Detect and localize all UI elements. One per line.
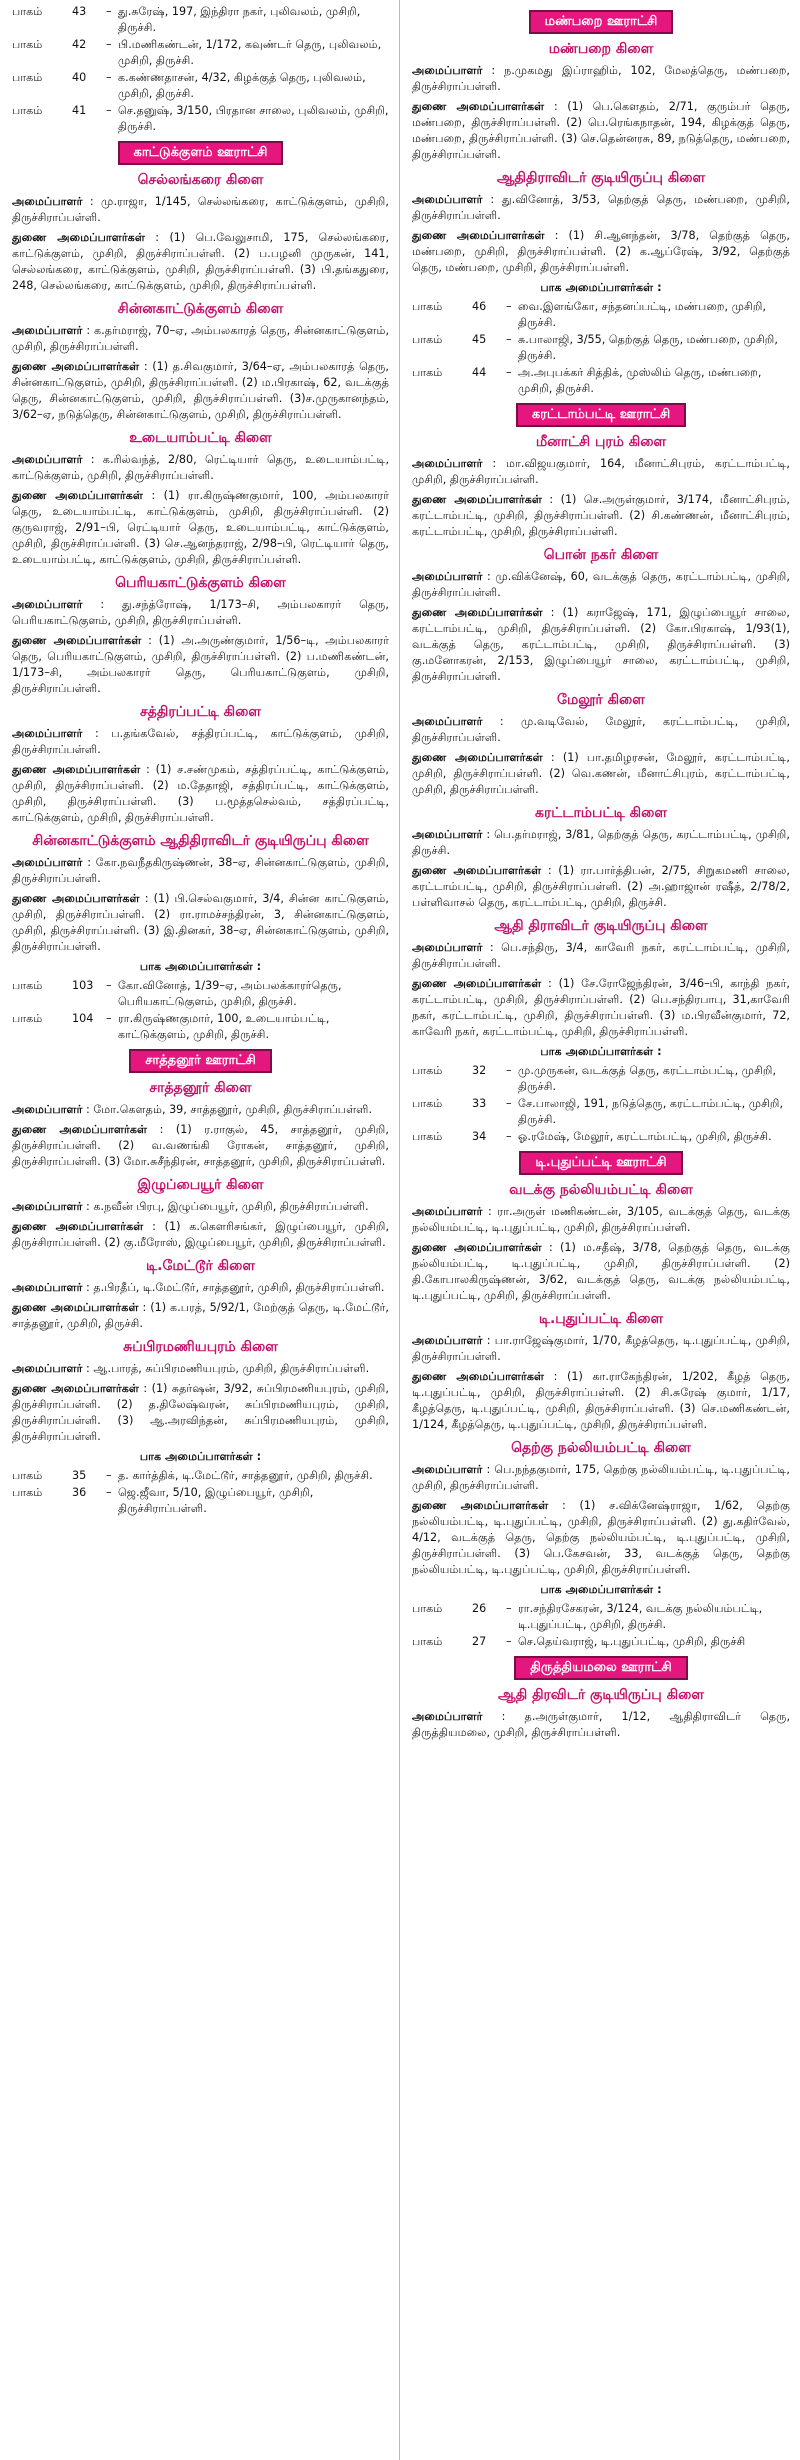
bagam-row: பாகம் 43 – து.சுரேஷ், 197, இந்திரா நகர், புலிவலம், முசிறி, திருச்சி. <box>12 5 361 34</box>
organizer-entry: அமைப்பாளர் : து.சந்த்ரோஷ், 1/173–சி, அம்பலகாரர் தெரு, பெரியகாட்டுகுளம், முசிறி, திருச்சிராப்பள்ளி. <box>12 598 389 627</box>
organizer-entry: அமைப்பாளர் : ந.முகமது இப்ராஹிம், 102, மேலத்தெரு, மண்பறை, திருச்சிராப்பள்ளி. <box>412 64 790 93</box>
organizer-entry: அமைப்பாளர் : ப.தங்கவேல், சத்திரப்பட்டி, காட்டுக்குளம், முசிறி, திருச்சிராப்பள்ளி. <box>12 727 389 756</box>
deputy-entry: துணை அமைப்பாளர்கள் : (1) ச.சண்முகம், சத்திரப்பட்டி, காட்டுக்குளம், முசிறி, திருச்சிராப்பள்ளி. (2) ம.தேதாஜி, சத்திரப்பட்டி, காட்டுக்குளம், முசிறி, திருச்சிராப்பள்ளி. (3) ப.மூத்தசெல்வம், சத்திரப்பட்டி, காட்டுக்குளம், முசிறி, திருச்சிராப்பள்ளி. <box>12 763 389 824</box>
deputy-entry: துணை அமைப்பாளர்கள் : (1) க.கௌரிசங்கர், இழுப்பையூர், முசிறி, திருச்சிராப்பள்ளி. (2) கு.மீரோஸ், இழுப்பையூர், முசிறி, திருச்சிராப்பள்ளி. <box>12 1220 389 1249</box>
bagam-row: பாகம் 27 – செ.தெய்வராஜ், டி.புதுப்பட்டி, முசிறி, திருச்சி <box>412 1635 746 1648</box>
bagam-row: பாகம் 41 – செ.தனுஷ், 3/150, பிரதான சாலை, புலிவலம், முசிறி, திருச்சி. <box>12 104 389 133</box>
bagam-row: பாகம் 42 – பி.மணிகண்டன், 1/172, கவுண்டர் தெரு, புலிவலம், முசிறி, திருச்சி. <box>12 38 382 67</box>
branch-title: செல்லங்கரை கிளை <box>137 172 264 188</box>
organizer-entry: அமைப்பாளர் : ஆ.பாரத், சுப்பிரமணியபுரம், முசிறி, திருச்சிராப்பள்ளி. <box>12 1362 370 1375</box>
panchayat-header: சாத்தனூர் ஊராட்சி <box>129 1049 272 1073</box>
bagam-subheading: பாக அமைப்பாளர்கள் : <box>540 1583 662 1596</box>
organizer-entry: அமைப்பாளர் : மு.வடிவேல், மேலூர், கரட்டாம்பட்டி, முசிறி, திருச்சிராப்பள்ளி. <box>412 715 791 744</box>
deputy-entry: துணை அமைப்பாளர்கள் : (1) பி.செல்வகுமார், 3/4, சின்ன காட்டுகுளம், முசிறி, திருச்சிராப்பள்ளி. (2) ரா.ராமச்சந்திரன், 3, சின்னகாட்டுகுளம், முசிறி, திருச்சிராப்பள்ளி. (3) இ.தினகர், 38–ஏ, சின்னகாட்டுகுளம், முசிறி, திருச்சிராப்பள்ளி. <box>12 892 389 953</box>
right-column <box>400 0 800 2460</box>
deputy-entry: துணை அமைப்பாளர்கள் : (1) அ.அருண்குமார், 1/56–டி, அம்பலகாரர் தெரு, பெரியகாட்டுகுளம், முசிறி, திருச்சிராப்பள்ளி. (2) ப.மணிகண்டன், 1/173–சி, அம்பலகாரர் தெரு, பெரியகாட்டுகுளம், முசிறி, திருச்சிராப்பள்ளி. <box>12 634 389 695</box>
bagam-row: பாகம் 33 – சே.பாலாஜி, 191, நடுத்தெரு, கரட்டாம்பட்டி, முசிறி, திருச்சி. <box>412 1097 784 1126</box>
bagam-row: பாகம் 35 – த. கார்த்திக், டி.மேட்டூர், சாத்தனூர், முசிறி, திருச்சி. <box>12 1469 373 1482</box>
branch-title: இழுப்பையூர் கிளை <box>137 1177 264 1193</box>
branch-title: சுப்பிரமணியபுரம் கிளை <box>123 1339 278 1355</box>
organizer-entry: அமைப்பாளர் : மு.ராஜா, 1/145, செல்லங்கரை, காட்டுக்குளம், முசிறி, திருச்சிராப்பள்ளி. <box>12 195 389 224</box>
organizer-entry: அமைப்பாளர் : பெ.தர்மராஜ், 3/81, தெற்குத் தெரு, கரட்டாம்பட்டி, முசிறி, திருச்சி. <box>412 828 790 857</box>
deputy-entry: துணை அமைப்பாளர்கள் : (1) ர.ராகுல், 45, சாத்தனூர், முசிறி, திருச்சிராப்பள்ளி. (2) வ.வணங்கி ரோகன், சாத்தனூர், முசிறி, திருச்சிராப்பள்ளி. (3) மோ.சுசீந்திரன், சாத்தனூர், முசிறி, திருச்சிராப்பள்ளி. <box>12 1123 389 1168</box>
bagam-row: பாகம் 32 – மு.முருகன், வடக்குத் தெரு, கரட்டாம்பட்டி, முசிறி, திருச்சி. <box>412 1064 777 1093</box>
branch-title: தெற்கு நல்லியம்பட்டி கிளை <box>511 1440 691 1456</box>
bagam-row: பாகம் 40 – க.கண்ணதாசன், 4/32, கிழக்குத் தெரு, புலிவலம், முசிறி, திருச்சி. <box>12 71 366 100</box>
bagam-subheading: பாக அமைப்பாளர்கள் : <box>139 960 262 973</box>
panchayat-header: மண்பறை ஊராட்சி <box>529 10 674 34</box>
branch-title: ஆதி திராவிடர் குடியிருப்பு கிளை <box>494 918 708 934</box>
panchayat-header: கரட்டாம்பட்டி ஊராட்சி <box>516 403 686 427</box>
organizer-entry: அமைப்பாளர் : பெ.நந்தகுமார், 175, தெற்கு நல்லியம்பட்டி, டி.புதுப்பட்டி, முசிறி, திருச்சிராப்பள்ளி. <box>412 1463 790 1492</box>
branch-title: டி.புதுப்பட்டி கிளை <box>538 1311 664 1327</box>
deputy-entry: துணை அமைப்பாளர்கள் : (1) க.பரத், 5/92/1, மேற்குத் தெரு, டி.மேட்டூர், சாத்தனூர், முசிறி, திருச்சி. <box>12 1301 389 1330</box>
branch-title: மீனாட்சி புரம் கிளை <box>535 434 667 450</box>
branch-title: சின்னகாட்டுக்குளம் ஆதிதிராவிடர் குடியிருப்பு கிளை <box>32 833 369 849</box>
deputy-entry: துணை அமைப்பாளர்கள் : (1) பெ.கௌதம், 2/71, குரும்பர் தெரு, மண்பறை, திருச்சிராப்பள்ளி. (2) பெ.ரெங்கநாதன், 194, கிழக்குத் தெரு, மண்பறை, திருச்சிராப்பள்ளி. (3) செ.தென்னரசு, 89, நடுத்தெரு, மண்பறை, திருச்சிராப்பள்ளி. <box>412 100 790 161</box>
bagam-row: பாகம் 46 – வை.இளங்கோ, சந்தனப்பட்டி, மண்பறை, முசிறி, திருச்சி. <box>412 300 767 329</box>
deputy-entry: துணை அமைப்பாளர்கள் : (1) பா.தமிழரசன், மேலூர், கரட்டாம்பட்டி, முசிறி, திருச்சிராப்பள்ளி. (2) வெ.கணன், மீனாட்சிபுரம், கரட்டாம்பட்டி, முசிறி, திருச்சிராப்பள்ளி. <box>412 751 790 796</box>
panchayat-header: காட்டுக்குளம் ஊராட்சி <box>118 141 284 165</box>
organizer-entry: அமைப்பாளர் : க.ரில்வந்த், 2/80, ரெட்டியார் தெரு, உடையாம்பட்டி, காட்டுக்குளம், முசிறி, திருச்சிராப்பள்ளி. <box>12 453 389 482</box>
branch-title: ஆதி திரவிடர் குடியிருப்பு கிளை <box>498 1687 704 1703</box>
organizer-entry: அமைப்பாளர் : மோ.கௌதம், 39, சாத்தனூர், முசிறி, திருச்சிராப்பள்ளி. <box>12 1103 373 1116</box>
deputy-entry: துணை அமைப்பாளர்கள் : (1) கராஜேஷ், 171, இழுப்பையூர் சாலை, கரட்டாம்பட்டி, முசிறி, திருச்சிராப்பள்ளி. (2) கோ.பிரகாஷ், 1/93(1), வடக்குத் தெரு, கரட்டாம்பட்டி, முசிறி, திருச்சிராப்பள்ளி. (3) கு.மனோகரன், 2/153, இழுப்பையூர் சாலை, கரட்டாம்பட்டி, முசிறி, திருச்சிராப்பள்ளி. <box>412 606 790 683</box>
deputy-entry: துணை அமைப்பாளர்கள் : (1) சே.ரோஜேந்திரன், 3/46–பி, காந்தி நகர், கரட்டாம்பட்டி, முசிறி, திருச்சிராப்பள்ளி. (2) பெ.சந்திரபாபு, 31,காவேரி நகர், கரட்டாம்பட்டி, முசிறி, திருச்சிராப்பள்ளி. (3) ம.பிரவீன்குமார், 72, காவேரி நகர், கரட்டாம்பட்டி, முசிறி, திருச்சிராப்பள்ளி. <box>412 977 790 1038</box>
branch-title: உடையாம்பட்டி கிளை <box>129 430 272 446</box>
branch-title: வடக்கு நல்லியம்பட்டி கிளை <box>509 1182 693 1198</box>
panchayat-header: டி.புதுப்பட்டி ஊராட்சி <box>519 1151 682 1175</box>
deputy-entry: துணை அமைப்பாளர்கள் : (1) செ.அருள்குமார், 3/174, மீனாட்சிபுரம், கரட்டாம்பட்டி, முசிறி, திருச்சிராப்பள்ளி. (2) சி.கண்ணன், மீனாட்சிபுரம், கரட்டாம்பட்டி, முசிறி, திருச்சிராப்பள்ளி. <box>412 493 790 538</box>
branch-title: டி.மேட்டூர் கிளை <box>146 1258 255 1274</box>
organizer-entry: அமைப்பாளர் : க.நவீன் பிரபு, இழுப்பையூர், முசிறி, திருச்சிராப்பள்ளி. <box>12 1200 369 1213</box>
branch-title: மண்பறை கிளை <box>548 41 654 57</box>
organizer-entry: அமைப்பாளர் : த.பிரதீப், டி.மேட்டூர், சாத்தனூர், முசிறி, திருச்சிராப்பள்ளி. <box>12 1281 385 1294</box>
organizer-entry: அமைப்பாளர் : கோ.நவநீதகிருஷ்ணன், 38–ஏ, சின்னகாட்டுகுளம், முசிறி, திருச்சிராப்பள்ளி. <box>12 856 389 885</box>
organizer-entry: அமைப்பாளர் : மா.விஜயகுமார், 164, மீனாட்சிபுரம், கரட்டாம்பட்டி, முசிறி, திருச்சிராப்பள்ளி. <box>412 457 790 486</box>
deputy-entry: துணை அமைப்பாளர்கள் : (1) ரா.கிருஷ்ணகுமார், 100, அம்பலகாரர் தெரு, உடையாம்பட்டி, காட்டுக்குளம், முசிறி, திருச்சிராப்பள்ளி. (2) குருவராஜ், 2/91–பி, ரெட்டியார் தெரு, உடையாம்பட்டி, காட்டுக்குளம், முசிறி, திருச்சிராப்பள்ளி. (3) செ.ஆனந்தராஜ், 2/98–பி, ரெட்டியார் தெரு, உடையாம்பட்டி, காட்டுக்குளம், முசிறி, திருச்சிராப்பள்ளி. <box>12 489 389 566</box>
bagam-row: பாகம் 36 – ஜெ.ஜீவா, 5/10, இழுப்பையூர், முசிறி, திருச்சிராப்பள்ளி. <box>12 1486 314 1515</box>
organizer-entry: அமைப்பாளர் : து.வினோத், 3/53, தெற்குத் தெரு, மண்பறை, முசிறி, திருச்சிராப்பள்ளி. <box>412 193 790 222</box>
organizer-entry: அமைப்பாளர் : க.தர்மராஜ், 70–ஏ, அம்பலகாரத் தெரு, சின்னகாட்டுகுளம், முசிறி, திருச்சிராப்பள்ளி. <box>12 324 390 353</box>
bagam-row: பாகம் 44 – அ.அபுபக்கர் சித்திக், முஸ்லிம் தெரு, மண்பறை, முசிறி, திருச்சி. <box>412 366 762 395</box>
branch-title: பெரியகாட்டுக்குளம் கிளை <box>115 575 286 591</box>
branch-title: சத்திரப்பட்டி கிளை <box>140 704 261 720</box>
deputy-entry: துணை அமைப்பாளர்கள் : (1) சி.ஆனந்தன், 3/78, தெற்குத் தெரு, மண்பறை, முசிறி, திருச்சிராப்பள்ளி. (2) க.ஆப்ரேஷ், 3/92, தெற்குத் தெரு, மண்பறை, முசிறி, திருச்சிராப்பள்ளி. <box>412 229 790 274</box>
bagam-row: பாகம் 103 – கோ.வினோத், 1/39–ஏ, அம்பலக்காரர்தெரு, பெரியகாட்டுகுளம், முசிறி, திருச்சி. <box>12 979 342 1008</box>
organizer-entry: அமைப்பாளர் : ரா.அருள் மணிகண்டன், 3/105, வடக்குத் தெரு, வடக்கு நல்லியம்பட்டி, டி.புதுப்பட்டி, முசிறி, திருச்சிராப்பள்ளி. <box>412 1205 790 1234</box>
deputy-entry: துணை அமைப்பாளர்கள் : (1) ம.சதீஷ், 3/78, தெற்குத் தெரு, வடக்கு நல்லியம்பட்டி, டி.புதுப்பட்டி, முசிறி, திருச்சிராப்பள்ளி. (2) தி.கோபாலகிருஷ்ணன், 3/62, வடக்குத் தெரு, வடக்கு நல்லியம்பட்டி, டி.புதுப்பட்டி, முசிறி, திருச்சிராப்பள்ளி. <box>412 1241 790 1302</box>
panchayat-header: திருத்தியமலை ஊராட்சி <box>514 1656 687 1680</box>
branch-title: கரட்டாம்பட்டி கிளை <box>535 805 667 821</box>
organizer-entry: அமைப்பாளர் : மு.விக்னேஷ், 60, வடக்குத் தெரு, கரட்டாம்பட்டி, முசிறி, திருச்சிராப்பள்ளி. <box>412 570 790 599</box>
bagam-subheading: பாக அமைப்பாளர்கள் : <box>540 281 662 294</box>
branch-title: சாத்தனூர் கிளை <box>149 1080 252 1096</box>
branch-title: மேலூர் கிளை <box>557 692 645 708</box>
branch-title: சின்னகாட்டுக்குளம் கிளை <box>117 301 284 317</box>
organizer-entry: அமைப்பாளர் : த.அருள்குமார், 1/12, ஆதிதிராவிடர் தெரு, திருத்தியமலை, முசிறி, திருச்சிராப்பள்ளி. <box>412 1710 790 1739</box>
bagam-row: பாகம் 104 – ரா.கிருஷ்ணகுமார், 100, உடையாம்பட்டி, காட்டுக்குளம், முசிறி, திருச்சி. <box>12 1012 330 1041</box>
bagam-subheading: பாக அமைப்பாளர்கள் : <box>139 1450 262 1463</box>
branch-title: ஆதிதிராவிடர் குடியிருப்பு கிளை <box>496 170 706 186</box>
deputy-entry: துணை அமைப்பாளர்கள் : (1) ரா.பார்த்திபன், 2/75, சிறுகமணி சாலை, கரட்டாம்பட்டி, முசிறி, திருச்சிராப்பள்ளி. (2) அ.ஹாஜான் ரஷீத், 2/78/2, பள்ளிவாசல் தெரு, கரட்டாம்பட்டி, முசிறி, திருச்சி. <box>412 864 790 909</box>
bagam-list-top <box>12 4 389 135</box>
organizer-entry: அமைப்பாளர் : பெ.சந்திரு, 3/4, காவேரி நகர், கரட்டாம்பட்டி, முசிறி, திருச்சிராப்பள்ளி. <box>412 941 790 970</box>
bagam-subheading: பாக அமைப்பாளர்கள் : <box>540 1045 662 1058</box>
deputy-entry: துணை அமைப்பாளர்கள் : (1) ச.விக்னேஷ்ராஜா, 1/62, தெற்கு நல்லியம்பட்டி, டி.புதுப்பட்டி, முசிறி, திருச்சிராப்பள்ளி. (2) து.கதிர்வேல், 4/12, வடக்குத் தெரு, தெற்கு நல்லியம்பட்டி, டி.புதுப்பட்டி, முசிறி, திருச்சிராப்பள்ளி. (3) பெ.கேசவன், 33, வடக்குத் தெரு, தெற்கு நல்லியம்பட்டி, டி.புதுப்பட்டி, முசிறி, திருச்சிராப்பள்ளி. <box>412 1499 790 1576</box>
deputy-entry: துணை அமைப்பாளர்கள் : (1) சுதர்ஷன், 3/92, சுப்பிரமணியபுரம், முசிறி, திருச்சிராப்பள்ளி. (2) த.திலேஷ்வரன், சுப்பிரமணியபுரம், முசிறி, திருச்சிராப்பள்ளி. (3) ஆ.அரவிந்தன், சுப்பிரமணியபுரம், முசிறி, திருச்சிராப்பள்ளி. <box>12 1382 389 1443</box>
bagam-row: பாகம் 26 – ரா.சந்திரசேகரன், 3/124, வடக்கு நல்லியம்பட்டி, டி.புதுப்பட்டி, முசிறி, திருச்சி. <box>412 1602 763 1631</box>
bagam-row: பாகம் 34 – ஓ.ரமேஷ், மேலூர், கரட்டாம்பட்டி, முசிறி, திருச்சி. <box>412 1130 772 1143</box>
bagam-row: பாகம் 45 – சு.பாலாஜி, 3/55, தெற்குத் தெரு, மண்பறை, முசிறி, திருச்சி. <box>412 333 778 362</box>
deputy-entry: துணை அமைப்பாளர்கள் : (1) பெ.வேலுசாமி, 175, செல்லங்கரை, காட்டுக்குளம், முசிறி, திருச்சிராப்பள்ளி. (2) ப.பழனி முருகன், 141, செல்லங்கரை, காட்டுக்குளம், முசிறி, திருச்சிராப்பள்ளி. (3) பி.தங்கதுரை, 248, செல்லங்கரை, காட்டுக்குளம், முசிறி, திருச்சிராப்பள்ளி. <box>12 231 389 292</box>
branch-title: பொன் நகர் கிளை <box>543 547 659 563</box>
deputy-entry: துணை அமைப்பாளர்கள் : (1) த.சிவகுமார், 3/64–ஏ, அம்பலகாரத் தெரு, சின்னகாட்டுகுளம், முசிறி, திருச்சிராப்பள்ளி. (2) ம.பிரகாஷ், 62, வடக்குத் தெரு, சின்னகாட்டுகுளம், முசிறி, திருச்சிராப்பள்ளி. (3)ச.முருகானந்தம், 3/62–ஏ, நடுத்தெரு, சின்னகாட்டுகுளம், முசிறி, திருச்சிராப்பள்ளி. <box>12 360 389 421</box>
deputy-entry: துணை அமைப்பாளர்கள் : (1) கா.ராகேந்திரன், 1/202, கீழத் தெரு, டி.புதுப்பட்டி, முசிறி, திருச்சிராப்பள்ளி. (2) சி.சுரேஷ் குமார், 1/17, கீழத்தெரு, டி.புதுப்பட்டி, முசிறி, திருச்சிராப்பள்ளி. (3) செ.மணிகண்டன், 1/124, கீழத்தெரு, டி.புதுப்பட்டி, முசிறி, திருச்சிராப்பள்ளி. <box>412 1370 790 1431</box>
organizer-entry: அமைப்பாளர் : பா.ராஜேஷ்குமார், 1/70, கீழத்தெரு, டி.புதுப்பட்டி, முசிறி, திருச்சிராப்பள்ளி. <box>412 1334 790 1363</box>
